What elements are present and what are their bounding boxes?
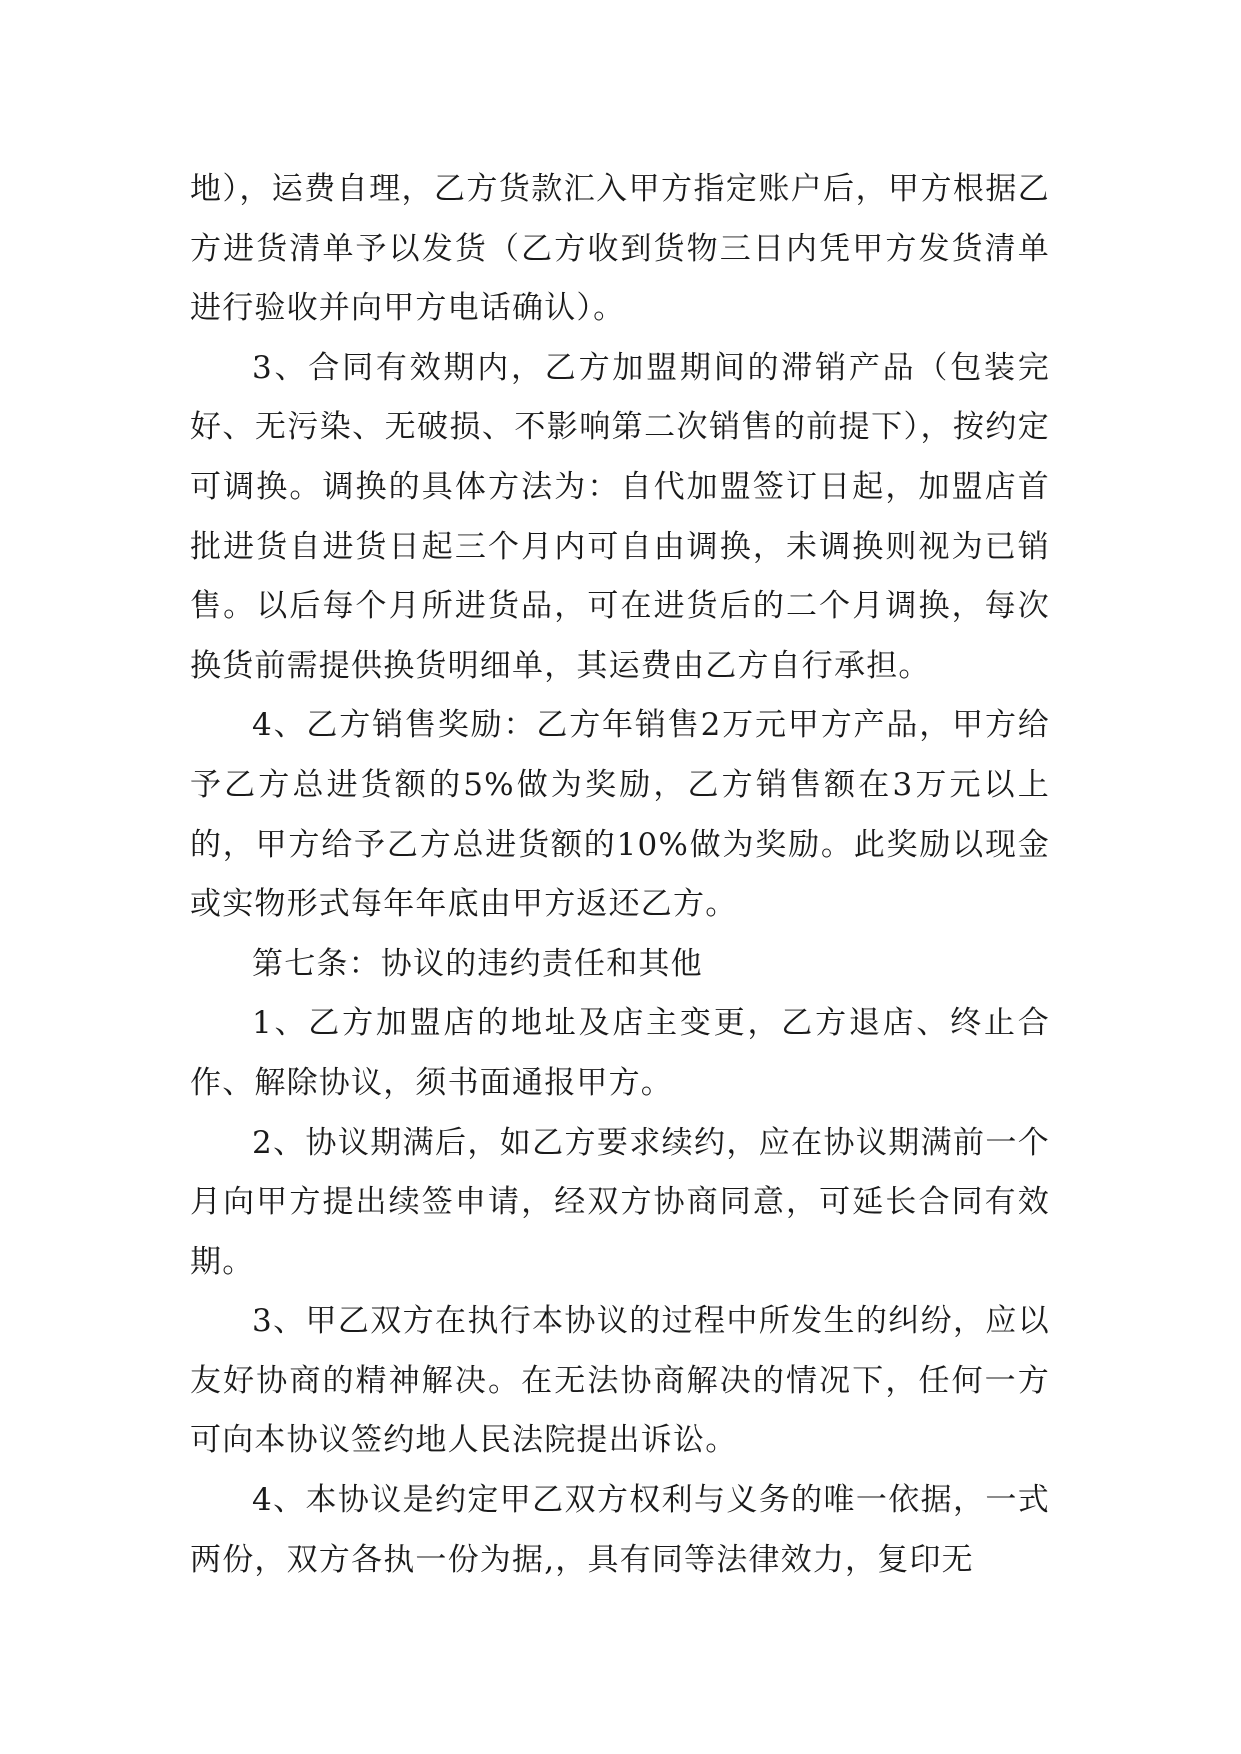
section-heading-article-7: 第七条：协议的违约责任和其他 (252, 945, 703, 982)
paragraph-clause-3-exchange: 3、合同有效期内，乙方加盟期间的滞销产品（包装完好、无污染、无破损、不影响第二次销售的前提下），按约定可调换。调换的具体方法为：自代加盟签订日起，加盟店首批进货自进货日起三个月内可自由调换，未调换则视为已销售。以后每个月所进货品，可在进货后的二个月调换，每次换货前需提供换货明细单，其运费由乙方自行承担。 (190, 349, 1050, 684)
paragraph-article-7-clause-3: 3、甲乙双方在执行本协议的过程中所发生的纠纷，应以友好协商的精神解决。在无法协商解决的情况下，任何一方可向本协议签约地人民法院提出诉讼。 (190, 1303, 1050, 1459)
document-body (190, 160, 1050, 1590)
paragraph-article-7-clause-4: 4、本协议是约定甲乙双方权利与义务的唯一依据，一式两份，双方各执一份为据,，具有同等法律效力，复印无 (190, 1482, 1050, 1578)
paragraph-clause-4-sales-reward: 4、乙方销售奖励：乙方年销售2万元甲方产品，甲方给予乙方总进货额的5%做为奖励，乙方销售额在3万元以上的，甲方给予乙方总进货额的10%做为奖励。此奖励以现金或实物形式每年年底由甲方返还乙方。 (190, 707, 1050, 923)
paragraph-shipping-continued: 地），运费自理，乙方货款汇入甲方指定账户后，甲方根据乙方进货清单予以发货（乙方收到货物三日内凭甲方发货清单进行验收并向甲方电话确认）。 (190, 171, 1050, 327)
paragraph-article-7-clause-1: 1、乙方加盟店的地址及店主变更，乙方退店、终止合作、解除协议，须书面通报甲方。 (190, 1005, 1050, 1101)
paragraph-article-7-clause-2: 2、协议期满后，如乙方要求续约，应在协议期满前一个月向甲方提出续签申请，经双方协商同意，可延长合同有效期。 (190, 1124, 1050, 1280)
